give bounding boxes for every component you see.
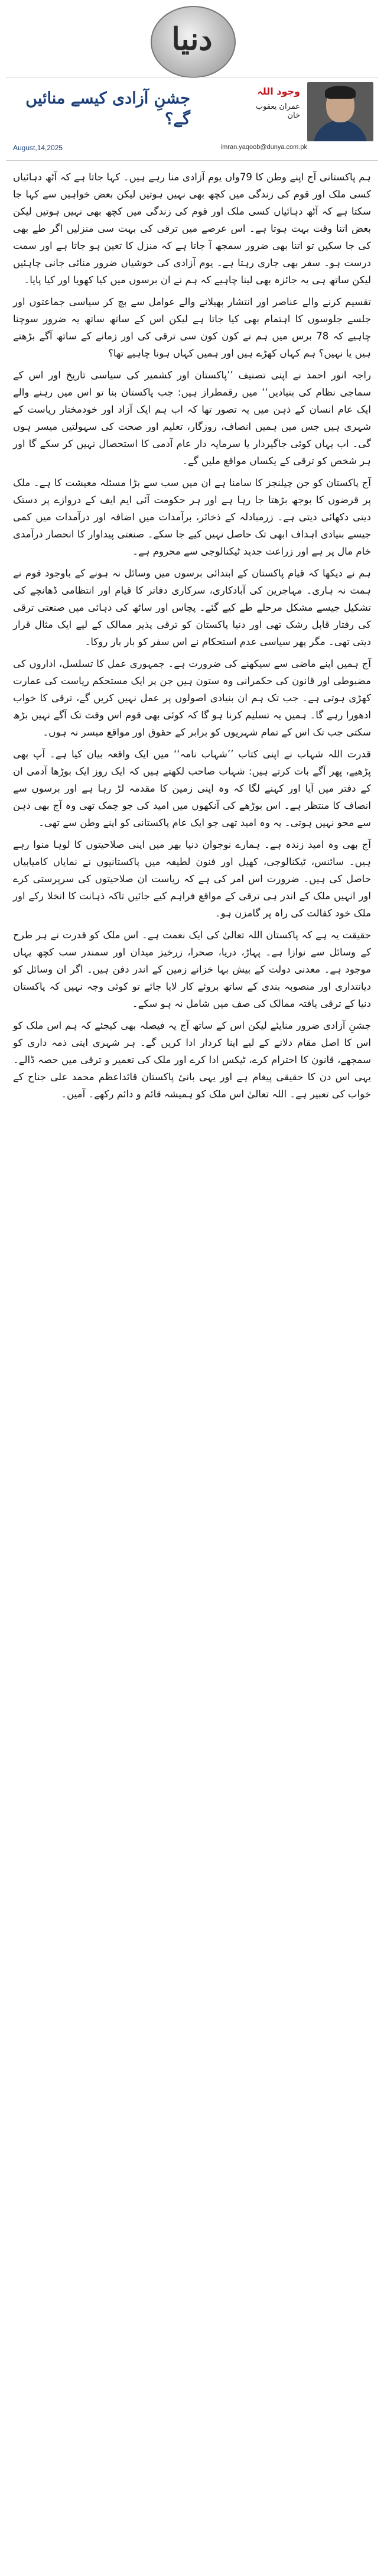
article-title: جشنِ آزادی کیسے منائیں گے؟	[25, 89, 190, 129]
logo-text: دنیا	[171, 21, 213, 57]
author-name: عمران یعقوب خان	[255, 102, 300, 120]
paragraph: جشنِ آزادی ضرور منایئے لیکن اس کے ساتھ آج یہ فیصلہ بھی کیجئے کہ ہم اس ملک کو اس کا اصل مقام دلانے کے لیے اپنا کردار ادا کریں گے۔ ہر شہری اپنی ذمہ داری کو سمجھے، قانون کا احترام کرے، ٹیکس ادا کرے اور ملک کی تعمیر و ترقی میں حصہ ڈالے۔ یہی اس دن کا حقیقی پیغام ہے اور یہی بانیٔ پاکستان قائداعظم محمد علی جناح کے خواب کی تعبیر ہے۔ اللہ تعالیٰ اس ملک کو ہمیشہ قائم و دائم رکھے۔ آمین۔	[13, 1020, 371, 1100]
publication-date: August,14,2025	[13, 144, 63, 152]
article-header	[6, 77, 378, 161]
article-body	[13, 169, 371, 1107]
author-block	[248, 82, 378, 141]
paragraph: قدرت اللہ شہاب نے اپنی کتاب ’’شہاب نامہ‘‘ میں ایک واقعہ بیان کیا ہے۔ آپ بھی پڑھیے، پھر آگے بات کرتے ہیں: شہاب صاحب لکھتے ہیں کہ ایک روز ایک بوڑھا آدمی ان کے دفتر میں آیا اور کہنے لگا کہ وہ اپنی زمین کا مقدمہ لڑ رہا ہے اور برسوں سے انصاف کا منتظر ہے۔ اس بوڑھے کی آنکھوں میں امید کی جو چمک تھی وہ آج بھی ذہن سے محو نہیں ہوتی۔ یہ وہ امید تھی جو ایک عام پاکستانی کو اپنے وطن سے تھی۔	[13, 749, 371, 828]
brand-name: وجود اللہ	[257, 86, 300, 97]
paragraph: آج بھی وہ امید زندہ ہے۔ ہمارے نوجوان دنیا بھر میں اپنی صلاحیتوں کا لوہا منوا رہے ہیں۔ سائنس، ٹیکنالوجی، کھیل اور فنون لطیفہ میں پاکستانیوں نے نمایاں کامیابیاں حاصل کی ہیں۔ ضرورت اس امر کی ہے کہ ریاست ان صلاحیتوں کی سرپرستی کرے اور انہیں ملک کے اندر ہی ترقی کے مواقع فراہم کیے جائیں تاکہ ذہانت کا انخلا رکے اور ملک خود کفالت کی راہ پر گامزن ہو۔	[13, 839, 371, 919]
title-box	[13, 88, 190, 129]
paragraph: ہم نے دیکھا کہ قیام پاکستان کے ابتدائی برسوں میں وسائل نہ ہونے کے باوجود قوم نے ہمت نہ ہاری۔ مہاجرین کی آبادکاری، سرکاری دفاتر کا قیام اور انتظامی ڈھانچے کی تشکیل جیسے مشکل مرحلے طے کیے گئے۔ پچاس اور ساٹھ کی دہائی میں صنعتی ترقی کی رفتار قابل رشک تھی اور دنیا پاکستان کو ترقی پذیر ممالک کے لیے ایک مثال قرار دیتی تھی۔ مگر پھر سیاسی عدم استحکام نے اس سفر کو بار بار روکا۔	[13, 568, 371, 647]
paragraph: تقسیم کرنے والے عناصر اور انتشار پھیلانے والے عوامل سے بچ کر سیاسی جماعتوں اور جلسے جلوسوں کا اہتمام بھی کیا جاتا ہے لیکن اس کے ساتھ ساتھ یہ ضرور سوچنا چاہیے کہ 78 برس میں ہم نے کون کون سی ترقی کی اور زمانے کے ساتھ آگے بڑھتے ہیں یا نہیں؟ ہم کہاں کھڑے ہیں اور ہمیں کہاں ہونا چاہیے تھا؟	[13, 296, 371, 359]
paragraph: راجہ انور احمد نے اپنی تصنیف ’’پاکستان اور کشمیر کی سیاسی تاریخ اور اس کے سماجی نظام کی بنیادیں‘‘ میں رقمطراز ہیں: جب پاکستان بنا تو اس میں رہنے والے ایک عام انسان کے ذہن میں یہ تصور تھا کہ اب ہم ایک آزاد اور خودمختار ریاست کے شہری ہیں جس میں ہمیں انصاف، روزگار، تعلیم اور صحت کی سہولتیں میسر ہوں گی۔ اب یہاں کوئی جاگیردار یا سرمایہ دار عام آدمی کا استحصال نہیں کر سکے گا اور ہر شخص کو ترقی کے یکساں مواقع ملیں گے۔	[13, 370, 371, 466]
paragraph: آج ہمیں اپنے ماضی سے سیکھنے کی ضرورت ہے۔ جمہوری عمل کا تسلسل، اداروں کی مضبوطی اور قانون کی حکمرانی وہ ستون ہیں جن پر ایک مستحکم ریاست کی عمارت کھڑی ہوتی ہے۔ جب تک ہم ان بنیادی اصولوں پر عمل نہیں کریں گے، ترقی کا خواب ادھورا رہے گا۔ ہمیں یہ تسلیم کرنا ہو گا کہ کوئی بھی قوم اس وقت تک آگے نہیں بڑھ سکتی جب تک اس کے تمام شہریوں کو برابر کے حقوق اور مواقع میسر نہ ہوں۔	[13, 658, 371, 738]
photo-body	[313, 120, 367, 141]
newspaper-logo	[151, 6, 233, 76]
photo-hair	[325, 86, 356, 99]
author-email: imran.yaqoob@dunya.com.pk	[220, 144, 307, 151]
paragraph: ہم پاکستانی آج اپنے وطن کا 79واں یوم آزادی منا رہے ہیں۔ کہا جاتا ہے کہ آٹھ دہائیاں کسی ملک اور قوم کی زندگی میں کچھ بھی نہیں ہوتیں لیکن بعض خواہیں سے کہا جا سکتا ہے کہ آٹھ دہائیاں کسی ملک اور قوم کی زندگی میں کچھ بھی نہیں ہوتیں لیکن بعض اتنا وقت بہت ہوتا ہے۔ اس عرصے میں ترقی کی بہت سی منزلیں اگر طے بھی کی جا سکیں تو اتنا بھی ضرور سمجھ آ جاتا ہے کہ منزل کا تعین ہو جاتا ہے اور سمت درست ہو۔ سفر بھی جاری رہتا ہے۔ یوم آزادی کی خوشیاں ضرور منائی جانی چاہئیں لیکن ساتھ ہی یہ جائزہ بھی لینا چاہیے کہ ہم نے ان برسوں میں کیا کھویا اور کیا پایا۔	[13, 171, 371, 286]
paragraph: آج پاکستان کو جن چیلنجز کا سامنا ہے ان میں سب سے بڑا مسئلہ معیشت کا ہے۔ ملک پر قرضوں کا بوجھ بڑھتا جا رہا ہے اور ہر حکومت آئی ایم ایف کے دروازے پر دستک دیتی دکھائی دیتی ہے۔ زرمبادلہ کے ذخائر، برآمدات میں اضافہ اور درآمدات میں کمی جیسے بنیادی اہداف ابھی تک حاصل نہیں کیے جا سکے۔ صنعتی پیداوار کا انحصار درآمدی خام مال پر ہے اور زراعت جدید ٹیکنالوجی سے محروم ہے۔	[13, 477, 371, 557]
author-photo	[307, 82, 373, 141]
paragraph: حقیقت یہ ہے کہ پاکستان اللہ تعالیٰ کی ایک نعمت ہے۔ اس ملک کو قدرت نے ہر طرح کے وسائل سے نوازا ہے۔ پہاڑ، دریا، صحرا، زرخیز میدان اور سمندر سب کچھ یہاں موجود ہے۔ معدنی دولت کے بیش بہا خزانے زمین کے اندر دفن ہیں۔ اگر ان وسائل کو دیانتداری اور منصوبہ بندی کے ساتھ بروئے کار لایا جائے تو کوئی وجہ نہیں کہ پاکستان دنیا کے ترقی یافتہ ممالک کی صف میں شامل نہ ہو سکے۔	[13, 929, 371, 1009]
